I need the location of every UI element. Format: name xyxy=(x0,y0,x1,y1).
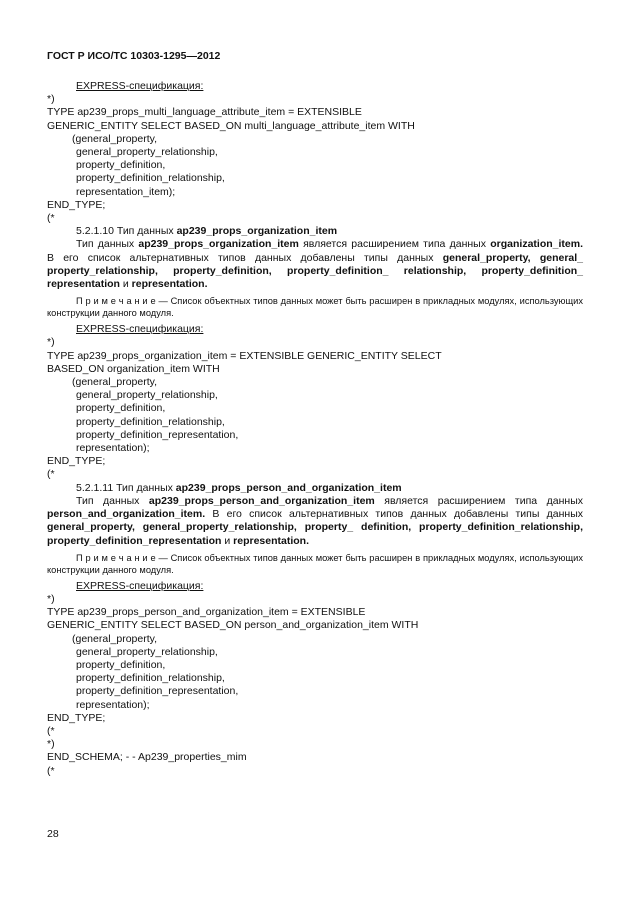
code-line: *) xyxy=(47,592,55,605)
code-line: property_definition, xyxy=(76,658,166,671)
code-line: property_definition_relationship, xyxy=(76,672,225,685)
code-line: property_definition, xyxy=(76,159,166,172)
code-line: (* xyxy=(47,724,55,737)
code-line: property_definition_relationship, xyxy=(76,172,225,185)
document-body xyxy=(47,80,583,778)
section-paragraph: Тип данных ap239_props_organization_item является расширением типа данных organization_item. В его список альтернативных типов данных добавлены типы данных general_property, general_ property_relationship, property_definition, property_definition_ relationship, property_definition_ representation и representation. xyxy=(47,238,584,291)
code-line: property_definition, xyxy=(76,402,166,415)
code-line: (* xyxy=(47,468,55,481)
section-title-5-2-1-11: 5.2.1.11 Тип данных ap239_props_person_and_organization_item xyxy=(76,481,402,494)
code-line: (general_property, xyxy=(72,632,158,645)
code-line: representation_item); xyxy=(76,185,176,198)
note: П р и м е ч а н и е — Список объектных типов данных может быть расширен в прикладных модулях, использующих конструкции данного модуля. xyxy=(47,296,584,319)
code-line: TYPE ap239_props_multi_language_attribute_item = EXTENSIBLE xyxy=(47,106,362,119)
code-line: (general_property, xyxy=(72,376,158,389)
code-line: *) xyxy=(47,738,55,751)
code-line: END_TYPE; xyxy=(47,198,106,211)
code-line: (* xyxy=(47,764,55,777)
code-line: END_SCHEMA; - - Ap239_properties_mim xyxy=(47,751,247,764)
code-line: GENERIC_ENTITY SELECT BASED_ON person_and_organization_item WITH xyxy=(47,619,419,632)
code-line: (* xyxy=(47,212,55,225)
code-line: TYPE ap239_props_person_and_organization_item = EXTENSIBLE xyxy=(47,606,366,619)
code-line: property_definition_representation, xyxy=(76,428,239,441)
code-line: property_definition_representation, xyxy=(76,685,239,698)
code-line: general_property_relationship, xyxy=(76,645,218,658)
express-label: EXPRESS-спецификация: xyxy=(76,80,204,92)
page-header: ГОСТ Р ИСО/ТС 10303-1295—2012 xyxy=(47,50,221,62)
code-line: GENERIC_ENTITY SELECT BASED_ON multi_language_attribute_item WITH xyxy=(47,119,415,132)
code-line: END_TYPE; xyxy=(47,455,106,468)
code-line: general_property_relationship, xyxy=(76,146,218,159)
code-line: *) xyxy=(47,93,55,106)
code-line: BASED_ON organization_item WITH xyxy=(47,362,220,375)
code-line: END_TYPE; xyxy=(47,711,106,724)
section-title-5-2-1-10: 5.2.1.10 Тип данных ap239_props_organization_item xyxy=(76,225,338,238)
code-line: *) xyxy=(47,336,55,349)
code-line: general_property_relationship, xyxy=(76,389,218,402)
express-label: EXPRESS-спецификация: xyxy=(76,323,204,336)
page-number: 28 xyxy=(47,828,59,840)
note: П р и м е ч а н и е — Список объектных типов данных может быть расширен в прикладных модулях, использующих конструкции данного модуля. xyxy=(47,552,584,575)
code-line: property_definition_relationship, xyxy=(76,415,225,428)
code-line: representation); xyxy=(76,442,150,455)
section-paragraph: Тип данных ap239_props_person_and_organization_item является расширением типа данных person_and_organization_item. В его список альтернативных типов данных добавлены типы данных general_property, general_property_relationship, property_ definition, property_definition_relationship, property_definition_representation и representation. xyxy=(47,494,583,547)
express-label: EXPRESS-спецификация: xyxy=(76,579,204,592)
code-line: TYPE ap239_props_organization_item = EXTENSIBLE GENERIC_ENTITY SELECT xyxy=(47,349,442,362)
code-line: (general_property, xyxy=(72,132,158,145)
code-line: representation); xyxy=(76,698,150,711)
